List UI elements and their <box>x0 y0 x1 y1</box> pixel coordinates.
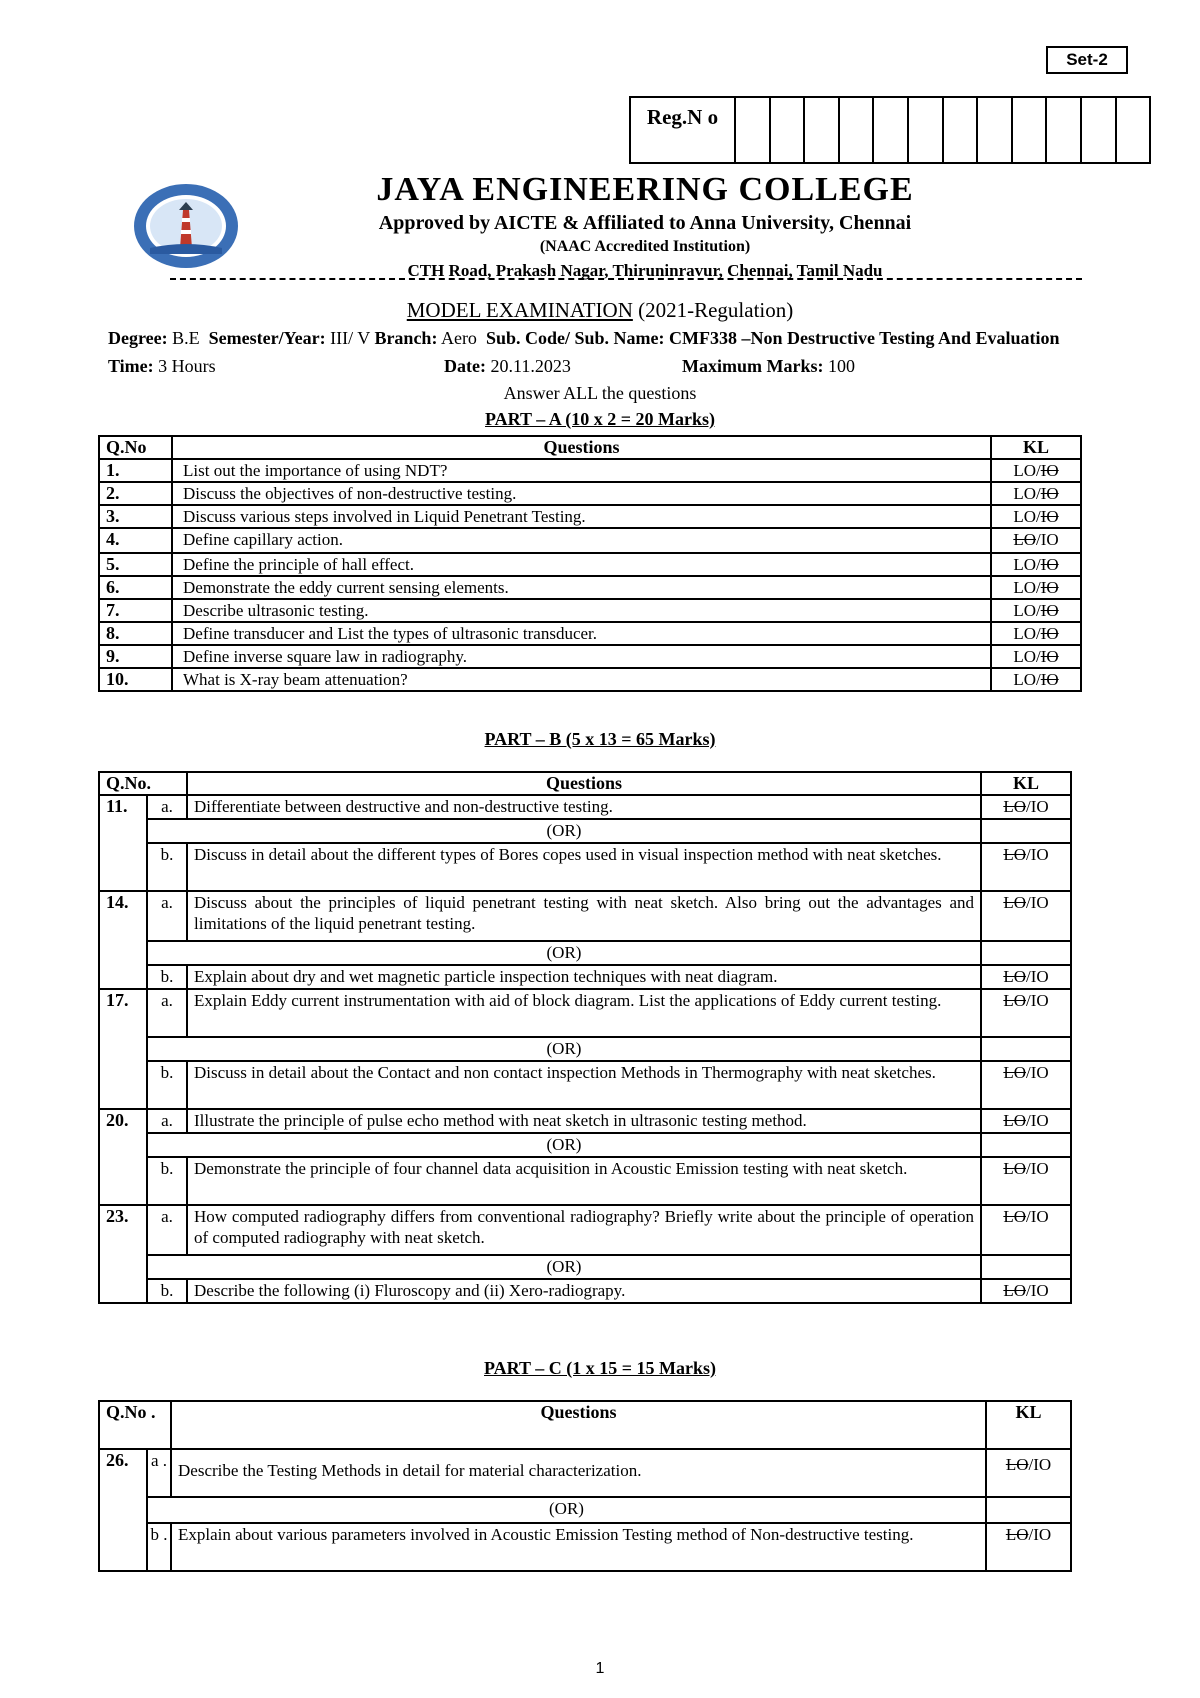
kl-lo: LO <box>1013 461 1036 480</box>
kl-cell: LO/IO <box>991 505 1081 528</box>
kl-cell: LO/IO <box>981 1157 1071 1205</box>
sub-label: a. <box>147 1109 187 1133</box>
question-number: 20. <box>99 1109 147 1205</box>
table-row <box>99 1449 1071 1497</box>
or-label: (OR) <box>147 1133 981 1157</box>
question-number: 2. <box>99 482 172 505</box>
question-number: 3. <box>99 505 172 528</box>
sub-label: a. <box>147 795 187 819</box>
kl-io: IO <box>1040 461 1059 480</box>
question-text: Discuss in detail about the different types of Bores copes used in visual inspection method with neat sketches. <box>187 843 981 891</box>
kl-lo: LO <box>1003 893 1026 912</box>
kl-lo: LO <box>1003 991 1026 1010</box>
kl-cell: LO/IO <box>991 668 1081 691</box>
kl-lo: LO <box>1013 624 1036 643</box>
kl-io: IO <box>1030 991 1049 1010</box>
table-row <box>99 843 1071 891</box>
date-value: 20.11.2023 <box>490 356 571 376</box>
instruction: Answer ALL the questions <box>503 383 697 403</box>
question-text: What is X-ray beam attenuation? <box>172 668 991 691</box>
kl-io: IO <box>1030 797 1049 816</box>
kl-cell: LO/IO <box>991 482 1081 505</box>
qno-header: Q.No . <box>99 1401 171 1449</box>
table-header-row <box>99 1401 1071 1449</box>
reg-no-box[interactable] <box>839 97 874 163</box>
part-a-table <box>98 435 1082 692</box>
kl-io: IO <box>1040 484 1059 503</box>
table-row <box>99 891 1071 941</box>
part-b-heading: PART – B (5 x 13 = 65 Marks) <box>484 729 716 749</box>
time-label: Time: <box>108 356 154 376</box>
question-number: 17. <box>99 989 147 1109</box>
sub-label: a. <box>147 1205 187 1255</box>
empty-cell <box>981 941 1071 965</box>
table-row <box>99 622 1081 645</box>
kl-lo: LO <box>1013 484 1036 503</box>
sub-label: a. <box>147 989 187 1037</box>
kl-lo: LO <box>1013 578 1036 597</box>
question-text: Discuss about the principles of liquid penetrant testing with neat sketch. Also bring out the advantages and limitations of the liquid penetrant testing. <box>187 891 981 941</box>
page-number: 1 <box>595 1660 605 1677</box>
exam-title-text: MODEL EXAMINATION <box>406 298 633 322</box>
part-c-heading: PART – C (1 x 15 = 15 Marks) <box>484 1358 716 1378</box>
college-header <box>290 170 1000 284</box>
or-label: (OR) <box>147 941 981 965</box>
college-logo-icon <box>130 180 242 272</box>
degree-label: Degree: <box>108 328 168 348</box>
kl-lo: LO <box>1003 1207 1026 1226</box>
question-header: Questions <box>171 1401 986 1449</box>
table-row <box>99 482 1081 505</box>
empty-cell <box>981 1133 1071 1157</box>
question-text: List out the importance of using NDT? <box>172 459 991 482</box>
or-row <box>99 1133 1071 1157</box>
table-row <box>99 576 1081 599</box>
subject-label: Sub. Code/ Sub. Name: <box>485 328 665 348</box>
exam-meta-line2 <box>108 356 1108 377</box>
kl-cell: LO/IO <box>981 1061 1071 1109</box>
table-row <box>99 645 1081 668</box>
kl-lo: LO <box>1005 1455 1029 1474</box>
sub-label: b. <box>147 1279 187 1303</box>
kl-io: IO <box>1040 530 1059 549</box>
table-row <box>99 989 1071 1037</box>
table-row <box>99 599 1081 622</box>
question-header: Questions <box>187 772 981 795</box>
kl-lo: LO <box>1003 845 1026 864</box>
table-row <box>99 1061 1071 1109</box>
question-number: 5. <box>99 553 172 576</box>
reg-no-box[interactable] <box>977 97 1012 163</box>
question-number: 9. <box>99 645 172 668</box>
qno-header: Q.No. <box>99 772 187 795</box>
kl-cell: LO/IO <box>981 989 1071 1037</box>
question-number: 10. <box>99 668 172 691</box>
table-row <box>99 1523 1071 1571</box>
kl-io: IO <box>1040 624 1059 643</box>
kl-lo: LO <box>1005 1525 1029 1544</box>
table-row <box>99 795 1071 819</box>
kl-cell: LO/IO <box>981 843 1071 891</box>
subject-value: CMF338 –Non Destructive Testing And Evaluation <box>668 328 1060 348</box>
kl-cell: LO/IO <box>991 599 1081 622</box>
kl-lo: LO <box>1013 555 1036 574</box>
branch-value: Aero <box>440 328 477 348</box>
question-number: 8. <box>99 622 172 645</box>
question-text: Illustrate the principle of pulse echo method with neat sketch in ultrasonic testing method. <box>187 1109 981 1133</box>
table-row <box>99 1205 1071 1255</box>
reg-no-box[interactable] <box>1116 97 1151 163</box>
marks-label: Maximum Marks: <box>682 356 824 376</box>
kl-header: KL <box>981 772 1071 795</box>
semester-value: III/ V <box>330 328 370 348</box>
kl-io: IO <box>1030 1281 1049 1300</box>
reg-no-box[interactable] <box>770 97 805 163</box>
kl-header: KL <box>986 1401 1071 1449</box>
kl-io: IO <box>1030 1159 1049 1178</box>
kl-lo: LO <box>1003 1281 1026 1300</box>
kl-io: IO <box>1040 601 1059 620</box>
kl-io: IO <box>1030 1111 1049 1130</box>
question-number: 6. <box>99 576 172 599</box>
kl-lo: LO <box>1013 507 1036 526</box>
empty-cell <box>981 1255 1071 1279</box>
reg-no-box[interactable] <box>735 97 770 163</box>
or-label: (OR) <box>147 1255 981 1279</box>
or-label: (OR) <box>147 1497 986 1523</box>
kl-lo: LO <box>1003 1063 1026 1082</box>
question-text: Explain Eddy current instrumentation with aid of block diagram. List the applications of Eddy current testing. <box>187 989 981 1037</box>
question-text: Discuss the objectives of non-destructive testing. <box>172 482 991 505</box>
table-row <box>99 528 1081 553</box>
college-name: JAYA ENGINEERING COLLEGE <box>376 171 914 208</box>
question-number: 4. <box>99 528 172 553</box>
branch-label: Branch: <box>374 328 438 348</box>
kl-io: IO <box>1030 1207 1049 1226</box>
kl-io: IO <box>1040 670 1059 689</box>
question-number: 7. <box>99 599 172 622</box>
kl-io: IO <box>1030 893 1049 912</box>
kl-lo: LO <box>1003 967 1026 986</box>
question-text: Discuss various steps involved in Liquid Penetrant Testing. <box>172 505 991 528</box>
question-text: How computed radiography differs from conventional radiography? Briefly write about the principle of operation of computed radiography with neat sketch. <box>187 1205 981 1255</box>
kl-cell: LO/IO <box>991 645 1081 668</box>
kl-cell: LO/IO <box>981 795 1071 819</box>
exam-meta-line1 <box>108 328 1060 349</box>
kl-cell: LO/IO <box>991 459 1081 482</box>
question-text: Define inverse square law in radiography. <box>172 645 991 668</box>
part-a-heading: PART – A (10 x 2 = 20 Marks) <box>485 409 715 429</box>
sub-label: a. <box>147 891 187 941</box>
question-text: Describe ultrasonic testing. <box>172 599 991 622</box>
or-row <box>99 1037 1071 1061</box>
question-header: Questions <box>172 436 991 459</box>
or-label: (OR) <box>147 1037 981 1061</box>
reg-no-box[interactable] <box>1012 97 1047 163</box>
kl-header: KL <box>991 436 1081 459</box>
kl-lo: LO <box>1013 601 1036 620</box>
table-row <box>99 668 1081 691</box>
or-row <box>99 1255 1071 1279</box>
college-address: CTH Road, Prakash Nagar, Thiruninravur, Chennai, Tamil Nadu <box>407 261 883 280</box>
kl-lo: LO <box>1013 670 1036 689</box>
kl-lo: LO <box>1013 530 1036 549</box>
question-text: Differentiate between destructive and non-destructive testing. <box>187 795 981 819</box>
college-approval: Approved by AICTE & Affiliated to Anna University, Chennai <box>378 212 912 234</box>
kl-io: IO <box>1040 507 1059 526</box>
question-text: Demonstrate the eddy current sensing elements. <box>172 576 991 599</box>
table-row <box>99 505 1081 528</box>
table-header-row <box>99 436 1081 459</box>
question-text: Define transducer and List the types of ultrasonic transducer. <box>172 622 991 645</box>
or-row <box>99 819 1071 843</box>
table-row <box>99 1109 1071 1133</box>
kl-io: IO <box>1030 845 1049 864</box>
question-text: Explain about various parameters involved in Acoustic Emission Testing method of Non-destructive testing. <box>171 1523 986 1571</box>
kl-cell: LO/IO <box>991 553 1081 576</box>
part-b-table <box>98 771 1072 1304</box>
time-value: 3 Hours <box>158 356 216 376</box>
qno-header: Q.No <box>99 436 172 459</box>
question-number: 1. <box>99 459 172 482</box>
table-header-row <box>99 772 1071 795</box>
or-row <box>99 1497 1071 1523</box>
question-text: Define capillary action. <box>172 528 991 553</box>
question-text: Define the principle of hall effect. <box>172 553 991 576</box>
question-text: Explain about dry and wet magnetic particle inspection techniques with neat diagram. <box>187 965 981 989</box>
kl-cell: LO/IO <box>991 528 1081 553</box>
kl-io: IO <box>1033 1455 1052 1474</box>
kl-cell: LO/IO <box>986 1449 1071 1497</box>
sub-label: b. <box>147 1061 187 1109</box>
reg-no-box[interactable] <box>873 97 908 163</box>
empty-cell <box>981 1037 1071 1061</box>
empty-cell <box>986 1497 1071 1523</box>
kl-io: IO <box>1040 555 1059 574</box>
college-accreditation: (NAAC Accredited Institution) <box>539 238 751 255</box>
question-number: 14. <box>99 891 147 989</box>
reg-no-box[interactable] <box>1046 97 1081 163</box>
header-divider <box>170 278 1082 280</box>
kl-cell: LO/IO <box>981 965 1071 989</box>
kl-lo: LO <box>1003 1159 1026 1178</box>
exam-regulation: (2021-Regulation) <box>638 298 794 322</box>
marks-value: 100 <box>827 356 855 376</box>
kl-cell: LO/IO <box>986 1523 1071 1571</box>
sub-label: a . <box>147 1449 171 1497</box>
table-row <box>99 965 1071 989</box>
reg-no-box[interactable] <box>943 97 978 163</box>
kl-lo: LO <box>1003 1111 1026 1130</box>
exam-title <box>0 298 1200 323</box>
sub-label: b . <box>147 1523 171 1571</box>
kl-io: IO <box>1030 1063 1049 1082</box>
kl-io: IO <box>1040 647 1059 666</box>
question-text: Describe the following (i) Fluroscopy and (ii) Xero-radiograpy. <box>187 1279 981 1303</box>
question-text: Demonstrate the principle of four channel data acquisition in Acoustic Emission testing with neat sketch. <box>187 1157 981 1205</box>
question-number: 23. <box>99 1205 147 1303</box>
kl-io: IO <box>1030 967 1049 986</box>
question-number: 26. <box>99 1449 147 1571</box>
sub-label: b. <box>147 843 187 891</box>
sub-label: b. <box>147 965 187 989</box>
kl-io: IO <box>1040 578 1059 597</box>
question-text: Describe the Testing Methods in detail for material characterization. <box>171 1449 986 1497</box>
part-c-table <box>98 1400 1072 1572</box>
kl-cell: LO/IO <box>981 1279 1071 1303</box>
kl-cell: LO/IO <box>981 1205 1071 1255</box>
table-row <box>99 459 1081 482</box>
reg-no-grid <box>629 96 1151 164</box>
empty-cell <box>981 819 1071 843</box>
set-label: Set-2 <box>1046 46 1128 74</box>
degree-value: B.E <box>172 328 200 348</box>
or-row <box>99 941 1071 965</box>
date-label: Date: <box>444 356 486 376</box>
question-text: Discuss in detail about the Contact and non contact inspection Methods in Thermography with neat sketches. <box>187 1061 981 1109</box>
reg-no-box[interactable] <box>908 97 943 163</box>
table-row <box>99 1157 1071 1205</box>
table-row <box>99 1279 1071 1303</box>
reg-no-box[interactable] <box>1081 97 1116 163</box>
kl-cell: LO/IO <box>991 622 1081 645</box>
table-row <box>99 553 1081 576</box>
semester-label: Semester/Year: <box>208 328 326 348</box>
reg-no-box[interactable] <box>804 97 839 163</box>
or-label: (OR) <box>147 819 981 843</box>
kl-cell: LO/IO <box>981 1109 1071 1133</box>
kl-cell: LO/IO <box>981 891 1071 941</box>
kl-io: IO <box>1033 1525 1052 1544</box>
kl-cell: LO/IO <box>991 576 1081 599</box>
reg-no-label: Reg.N o <box>630 97 735 163</box>
kl-lo: LO <box>1013 647 1036 666</box>
question-number: 11. <box>99 795 147 891</box>
kl-lo: LO <box>1003 797 1026 816</box>
sub-label: b. <box>147 1157 187 1205</box>
